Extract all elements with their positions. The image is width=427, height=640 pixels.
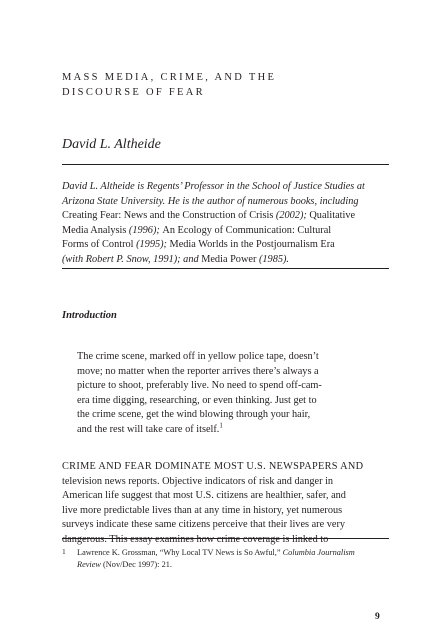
- author-bio: [62, 180, 389, 268]
- block-quote: [77, 350, 377, 438]
- quote-line: era time digging, researching, or even thinking. Just get to: [77, 394, 317, 406]
- chapter-title: [62, 70, 389, 100]
- body-line: live more predictable lives than at any time in history, yet numerous: [62, 504, 343, 516]
- footnote-line-2: [77, 559, 389, 571]
- footnote-citation: Lawrence K. Grossman, “Why Local TV News is So Awful,”: [77, 548, 283, 557]
- body-line: dangerous. This essay examines how crime coverage is linked to: [62, 533, 329, 545]
- section-heading: Introduction: [62, 310, 117, 321]
- quote-line: move; no matter when the reporter arrives there’s always a: [77, 365, 319, 377]
- bio-year-1985: (1985).: [256, 253, 290, 265]
- book-title-media-analysis: Media Analysis: [62, 224, 127, 236]
- book-title-qualitative: Qualitative: [309, 210, 356, 222]
- bio-year-1995: (1995);: [133, 239, 170, 251]
- bio-text-1: David L. Altheide is Regents’ Professor in the School of Justice Studies at: [62, 181, 365, 192]
- bio-line-1: [62, 180, 389, 195]
- author-name: David L. Altheide: [62, 137, 161, 152]
- bio-line-5: [62, 238, 389, 253]
- book-title-forms-of-control: Forms of Control: [62, 239, 134, 251]
- book-title-media-worlds: Media Worlds in the Postjournalism Era: [169, 239, 335, 251]
- quote-line-last: [77, 423, 377, 438]
- quote-line: picture to shoot, preferably live. No need to spend off-cam-: [77, 380, 322, 392]
- footnote-rule: [62, 538, 389, 539]
- quote-line: the crime scene, get the wind blowing through your hair,: [77, 409, 311, 421]
- bio-text-2: Arizona State University. He is the author of numerous books, including: [62, 195, 359, 207]
- quote-line-text: and the rest will take care of itself.: [77, 423, 220, 435]
- footnote-text: [77, 547, 389, 570]
- body-line-lead: CRIME AND FEAR DOMINATE MOST U.S. NEWSPAPERS AND: [62, 461, 364, 472]
- footnote-date-page: (Nov/Dec 1997): 21.: [100, 559, 172, 569]
- chapter-title-line-1: MASS MEDIA, CRIME, AND THE: [62, 72, 277, 83]
- book-title-media-power: Media Power: [201, 253, 257, 265]
- rule-bottom: [62, 268, 389, 269]
- footnote-line-1: [77, 547, 389, 559]
- quote-line: The crime scene, marked off in yellow police tape, doesn’t: [77, 351, 319, 362]
- bio-coauthor: (with Robert P. Snow, 1991); and: [62, 253, 202, 265]
- footnote-number: 1: [62, 547, 66, 556]
- bio-line-3: [62, 209, 389, 224]
- bio-year-2002: (2002);: [273, 210, 310, 222]
- footnote-journal: Columbia Journalism: [282, 548, 355, 557]
- footnote-journal-cont: Review: [77, 559, 101, 569]
- footnote-reference[interactable]: 1: [219, 421, 223, 430]
- page-number: 9: [375, 612, 380, 622]
- body-line: surveys indicate these same citizens perceive that their lives are very: [62, 519, 346, 531]
- body-line: television news reports. Objective indicators of risk and danger in: [62, 475, 334, 487]
- rule-top: [62, 164, 389, 165]
- chapter-title-line-2: DISCOURSE OF FEAR: [62, 87, 205, 98]
- book-title-creating-fear: Creating Fear: News and the Construction of Crisis: [62, 210, 274, 222]
- bio-line-4: [62, 224, 389, 239]
- bio-line-2: [62, 195, 389, 210]
- bio-line-6: [62, 253, 389, 268]
- body-line: American life suggest that most U.S. citizens are healthier, safer, and: [62, 490, 346, 502]
- bio-year-1996: (1996);: [126, 224, 163, 236]
- book-title-ecology: An Ecology of Communication: Cultural: [162, 224, 332, 236]
- body-paragraph: [62, 460, 389, 548]
